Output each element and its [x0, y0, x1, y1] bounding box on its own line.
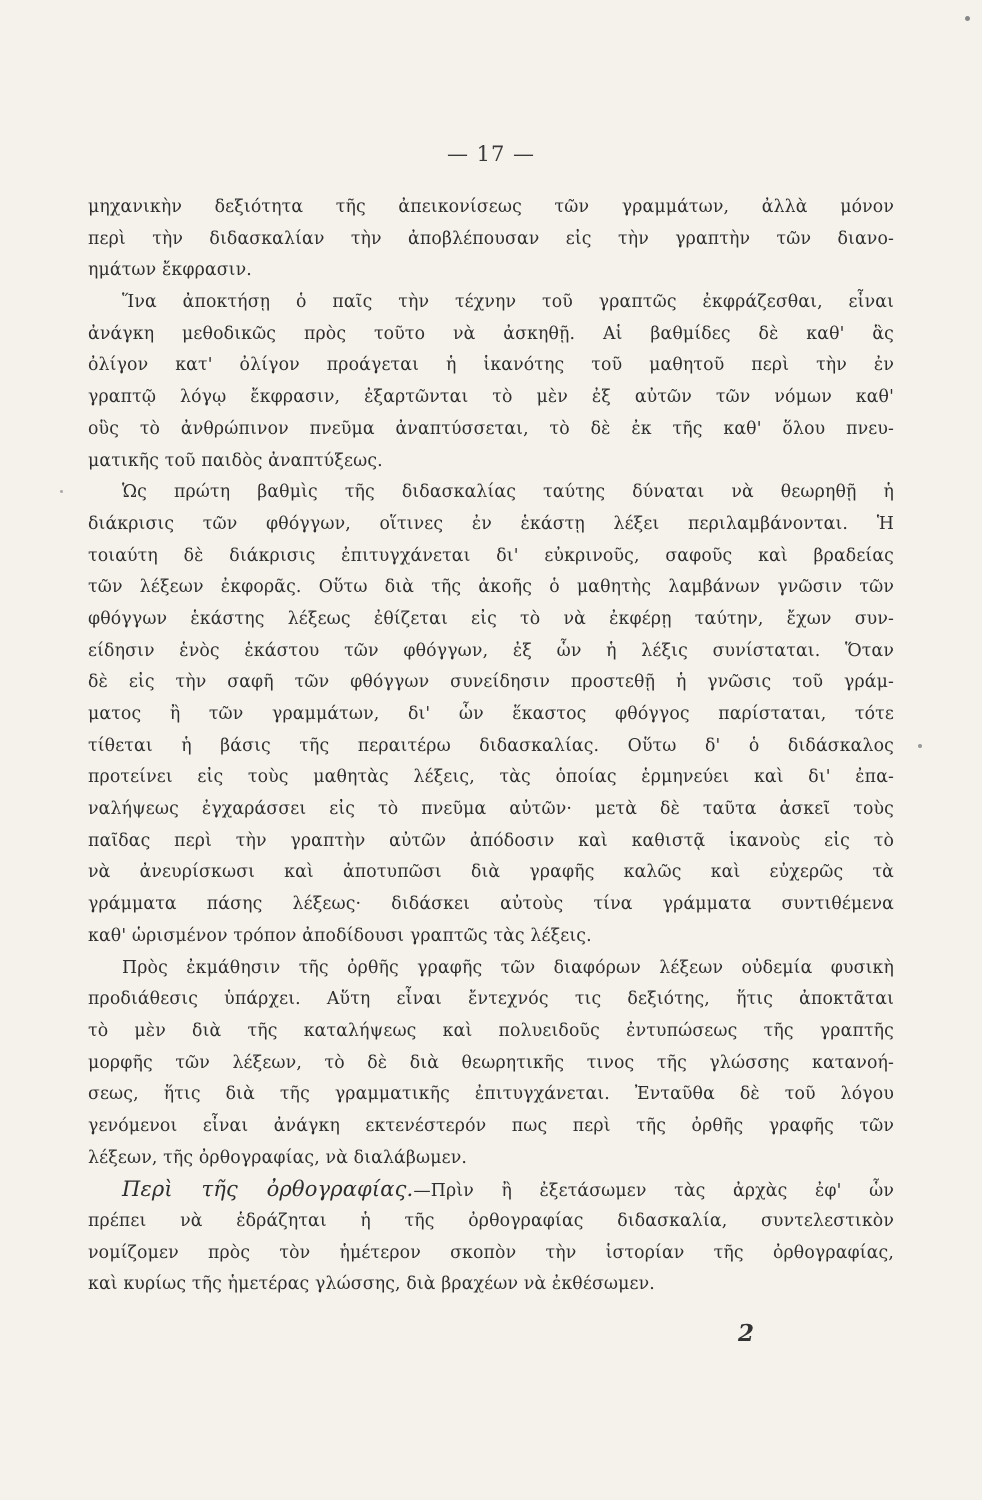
text-line: σεως, ἥτις διὰ τῆς γραμματικῆς ἐπιτυγχάνεται. Ἐνταῦθα δὲ τοῦ λόγου [88, 1084, 894, 1105]
page-number: — 17 — [446, 142, 536, 166]
text-line: λέξεων, τῆς ὀρθογραφίας, νὰ διαλάβωμεν. [88, 1147, 468, 1168]
text-line: προτείνει εἰς τοὺς μαθητὰς λέξεις, τὰς ὁποίας ἑρμηνεύει καὶ δι' ἐπα- [88, 767, 894, 788]
section-heading: Περὶ τῆς ὀρθογραφίας. [122, 1177, 414, 1202]
text-line: μηχανικὴν δεξιότητα τῆς ἀπεικονίσεως τῶν γραμμάτων, ἀλλὰ μόνον [88, 197, 894, 217]
text-line: τὸ μὲν διὰ τῆς καταλήψεως καὶ πολυειδοῦς ἐντυπώσεως τῆς γραπτῆς [88, 1020, 894, 1041]
section-heading-continuation: —Πρὶν ἢ ἐξετάσωμεν τὰς ἀρχὰς ἐφ' ὧν [413, 1181, 895, 1202]
text-line: ημάτων ἔκφρασιν. [88, 260, 252, 281]
text-line: ἀνάγκη μεθοδικῶς πρὸς τοῦτο νὰ ἀσκηθῇ. Αἱ βαθμίδες δὲ καθ' ἃς [88, 323, 894, 344]
section-heading-line [88, 1174, 894, 1206]
text-line: γενόμενοι εἶναι ἀνάγκη εκτενέστερόν πως περὶ τῆς ὀρθῆς γραφῆς τῶν [88, 1115, 894, 1136]
text-line: τῶν λέξεων ἐκφορᾶς. Οὕτω διὰ τῆς ἀκοῆς ὁ μαθητὴς λαμβάνων γνῶσιν τῶν [88, 577, 894, 598]
text-line: καθ' ὡρισμένον τρόπον ἀποδίδουσι γραπτῶς τὰς λέξεις. [88, 925, 592, 946]
paper-speck [918, 744, 922, 748]
text-line: γράμματα πάσης λέξεως· διδάσκει αὐτοὺς τίνα γράμματα συντιθέμενα [88, 894, 894, 915]
text-line: γραπτῷ λόγῳ ἔκφρασιν, ἐξαρτῶνται τὸ μὲν ἐξ αὐτῶν τῶν νόμων καθ' [88, 387, 894, 408]
text-line: ματικῆς τοῦ παιδὸς ἀναπτύξεως. [88, 450, 383, 471]
paper-speck [60, 490, 63, 493]
text-line: περὶ τὴν διδασκαλίαν τὴν ἀποβλέπουσαν εἰς τὴν γραπτὴν τῶν διανο- [88, 228, 894, 249]
text-line: διάκρισις τῶν φθόγγων, οἵτινες ἐν ἑκάστῃ λέξει περιλαμβάνονται. Ἡ [88, 513, 894, 534]
text-line: μορφῆς τῶν λέξεων, τὸ δὲ διὰ θεωρητικῆς τινος τῆς γλώσσης κατανοή- [88, 1052, 894, 1073]
paper-speck [965, 16, 970, 21]
body-text [88, 192, 894, 1301]
text-line: νὰ ἀνευρίσκωσι καὶ ἀποτυπῶσι διὰ γραφῆς καλῶς καὶ εὐχερῶς τὰ [88, 862, 894, 883]
text-line: ματος ἢ τῶν γραμμάτων, δι' ὧν ἕκαστος φθόγγος παρίσταται, τότε [88, 704, 894, 724]
text-line: ναλήψεως ἐγχαράσσει εἰς τὸ πνεῦμα αὐτῶν· μετὰ δὲ ταῦτα ἀσκεῖ τοὺς [88, 799, 894, 820]
text-line: δὲ εἰς τὴν σαφῆ τῶν φθόγγων συνείδησιν προστεθῇ ἡ γνῶσις τοῦ γράμ- [88, 672, 894, 693]
paragraph-start-line: Πρὸς ἐκμάθησιν τῆς ὀρθῆς γραφῆς τῶν διαφόρων λέξεων οὐδεμία φυσικὴ [122, 957, 894, 978]
printer-signature-mark: 2 [737, 1320, 754, 1347]
text-line: οὓς τὸ ἀνθρώπινον πνεῦμα ἀναπτύσσεται, τὸ δὲ ἐκ τῆς καθ' ὅλου πνευ- [88, 418, 894, 439]
text-line: είδησιν ἑνὸς ἑκάστου τῶν φθόγγων, ἐξ ὧν ἡ λέξις συνίσταται. Ὅταν [88, 640, 894, 661]
text-line: πρέπει νὰ ἑδράζηται ἡ τῆς ὀρθογραφίας διδασκαλία, συντελεστικὸν [88, 1211, 894, 1231]
text-line: τοιαύτη δὲ διάκρισις ἐπιτυγχάνεται δι' εὐκρινοῦς, σαφοῦς καὶ βραδείας [88, 545, 894, 566]
paragraph-start-line: Ὡς πρώτη βαθμὶς τῆς διδασκαλίας ταύτης δύναται νὰ θεωρηθῇ ἡ [122, 482, 894, 503]
text-line: καὶ κυρίως τῆς ἡμετέρας γλώσσης, διὰ βραχέων νὰ ἐκθέσωμεν. [88, 1274, 655, 1295]
text-line: νομίζομεν πρὸς τὸν ἡμέτερον σκοπὸν τὴν ἱστορίαν τῆς ὀρθογραφίας, [88, 1242, 894, 1263]
paragraph-start-line: Ἵνα ἀποκτήσῃ ὁ παῖς τὴν τέχνην τοῦ γραπτῶς ἐκφράζεσθαι, εἶναι [122, 292, 894, 313]
text-line: φθόγγων ἑκάστης λέξεως ἐθίζεται εἰς τὸ νὰ ἐκφέρῃ ταύτην, ἔχων συν- [88, 608, 894, 629]
text-line: τίθεται ἡ βάσις τῆς περαιτέρω διδασκαλίας. Οὕτω δ' ὁ διδάσκαλος [88, 735, 894, 756]
text-line: προδιάθεσις ὑπάρχει. Αὕτη εἶναι ἔντεχνός τις δεξιότης, ἥτις ἀποκτᾶται [88, 989, 894, 1010]
text-line: ὀλίγον κατ' ὀλίγον προάγεται ἡ ἱκανότης τοῦ μαθητοῦ περὶ τὴν ἐν [88, 355, 894, 376]
text-line: παῖδας περὶ τὴν γραπτὴν αὐτῶν ἀπόδοσιν καὶ καθιστᾷ ἱκανοὺς εἰς τὸ [88, 830, 894, 851]
